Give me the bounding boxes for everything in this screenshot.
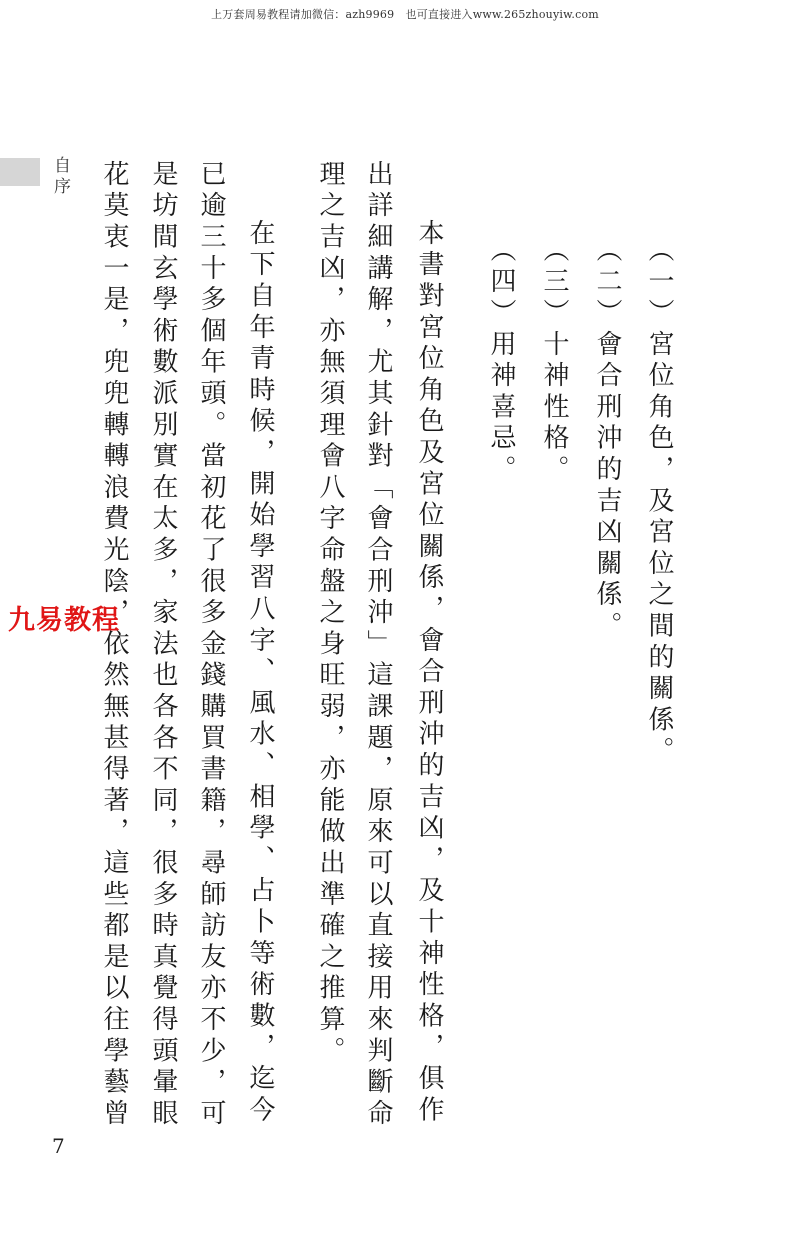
watermark-logo: 九易教程 (8, 605, 120, 636)
text-column: （二）會合刑沖的吉凶關係。 (592, 236, 622, 643)
text-column: 是坊間玄學術數派別實在太多，家法也各各不同，很多時真覺得頭暈眼 (148, 160, 178, 1131)
text-column: 理之吉凶，亦無須理會八字命盤之身旺弱，亦能做出準確之推算。 (315, 160, 345, 1068)
top-banner: 上万套周易教程请加微信：azh9969 也可直接进入www.265zhouyiw.com (211, 8, 599, 21)
text-column: 花莫衷一是，兜兜轉轉浪費光陰，依然無甚得著，這些都是以往學藝曾 (99, 160, 129, 1131)
text-column: （一）宮位角色，及宮位之間的關係。 (644, 236, 674, 769)
text-column: （四）用神喜忌。 (486, 236, 516, 487)
page-number: 7 (52, 1134, 65, 1158)
section-label: 自序 (50, 156, 70, 198)
text-column: 出詳細講解，尤其針對「會合刑沖」這課題，原來可以直接用來判斷命 (363, 160, 393, 1131)
text-column: 已逾三十多個年頭。當初花了很多金錢購買書籍，尋師訪友亦不少，可 (196, 160, 226, 1131)
text-column: 在下自年青時候，開始學習八字、風水、相學、占卜等術數，迄今 (245, 219, 275, 1127)
text-column: 本書對宮位角色及宮位關係，會合刑沖的吉凶，及十神性格，俱作 (414, 219, 444, 1127)
text-column: （三）十神性格。 (539, 236, 569, 487)
